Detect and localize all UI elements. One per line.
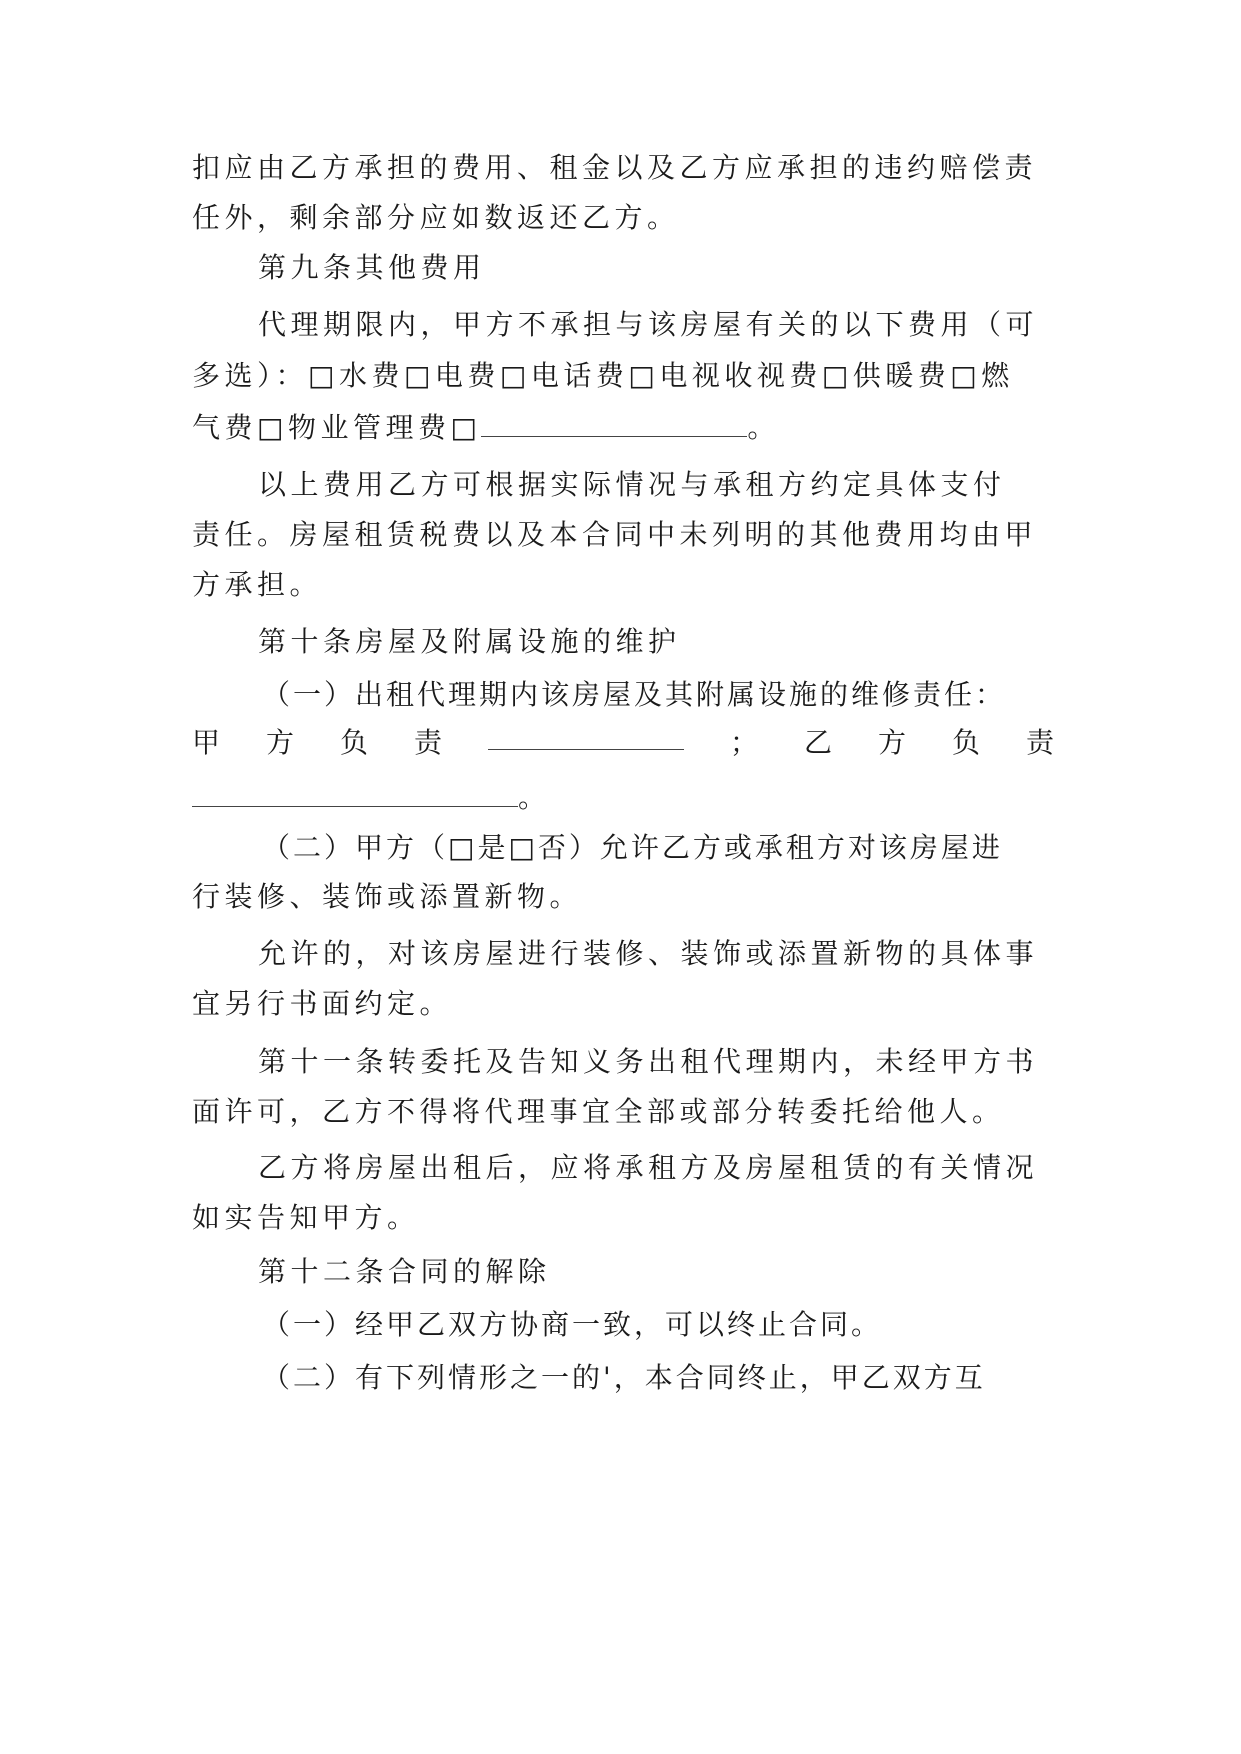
paragraph-line: 如实告知甲方。 [192, 1201, 420, 1234]
paragraph-line: 乙方将房屋出租后，应将承租方及房屋租赁的有关情况 [258, 1151, 1039, 1184]
word: 甲 [192, 726, 221, 759]
fill-in-blank [481, 410, 747, 437]
fill-in-blank [488, 723, 684, 750]
word: 乙 [803, 726, 832, 759]
paragraph-line: 方承担。 [192, 568, 323, 601]
paragraph-line: 扣应由乙方承担的费用、租金以及乙方应承担的违约赔偿责 [192, 151, 1038, 184]
word: 责 [414, 726, 443, 759]
paragraph-line: 宜另行书面约定。 [192, 987, 453, 1020]
fee-options-line: 多选）：□水费□电费□电话费□电视收视费□供暖费□燃 [192, 359, 1014, 392]
responsibility-line [192, 723, 1054, 763]
article-11-line: 第十一条转委托及告知义务出租代理期内，未经甲方书 [258, 1045, 1039, 1078]
article-9-heading: 第九条其他费用 [258, 251, 486, 284]
paragraph-line: 行装修、装饰或添置新物。 [192, 880, 583, 913]
paragraph-line: 面许可，乙方不得将代理事宜全部或部分转委托给他人。 [192, 1095, 1005, 1128]
word: 负 [951, 726, 980, 759]
period: 。 [747, 411, 780, 444]
paragraph-line: 任外，剩余部分应如数返还乙方。 [192, 201, 680, 234]
clause-2-line: （二）有下列情形之一的'，本合同终止，甲乙双方互 [262, 1361, 986, 1394]
fill-in-blank [192, 780, 518, 807]
word: 负 [340, 726, 369, 759]
article-12-heading: 第十二条合同的解除 [258, 1255, 551, 1288]
word: 责 [1025, 726, 1054, 759]
paragraph-line: 以上费用乙方可根据实际情况与承租方约定具体支付 [258, 468, 1006, 501]
fee-options-text: 气费□物业管理费□ [192, 411, 482, 444]
period: 。 [518, 781, 551, 814]
clause-1-line: （一）经甲乙双方协商一致，可以终止合同。 [262, 1308, 883, 1341]
word: ； [729, 726, 758, 759]
clause-2-line: （二）甲方（□是□否）允许乙方或承租方对该房屋进 [262, 831, 1003, 864]
clause-1-line: （一）出租代理期内该房屋及其附属设施的维修责任： [262, 678, 1007, 711]
paragraph-line: 代理期限内，甲方不承担与该房屋有关的以下费用（可 [258, 308, 1039, 341]
fee-options-line [192, 408, 1054, 448]
paragraph-line: 责任。房屋租赁税费以及本合同中未列明的其他费用均由甲 [192, 518, 1038, 551]
blank-line [192, 778, 1054, 818]
paragraph-line: 允许的，对该房屋进行装修、装饰或添置新物的具体事 [258, 937, 1039, 970]
word: 方 [877, 726, 906, 759]
word: 方 [266, 726, 295, 759]
article-10-heading: 第十条房屋及附属设施的维护 [258, 625, 681, 658]
